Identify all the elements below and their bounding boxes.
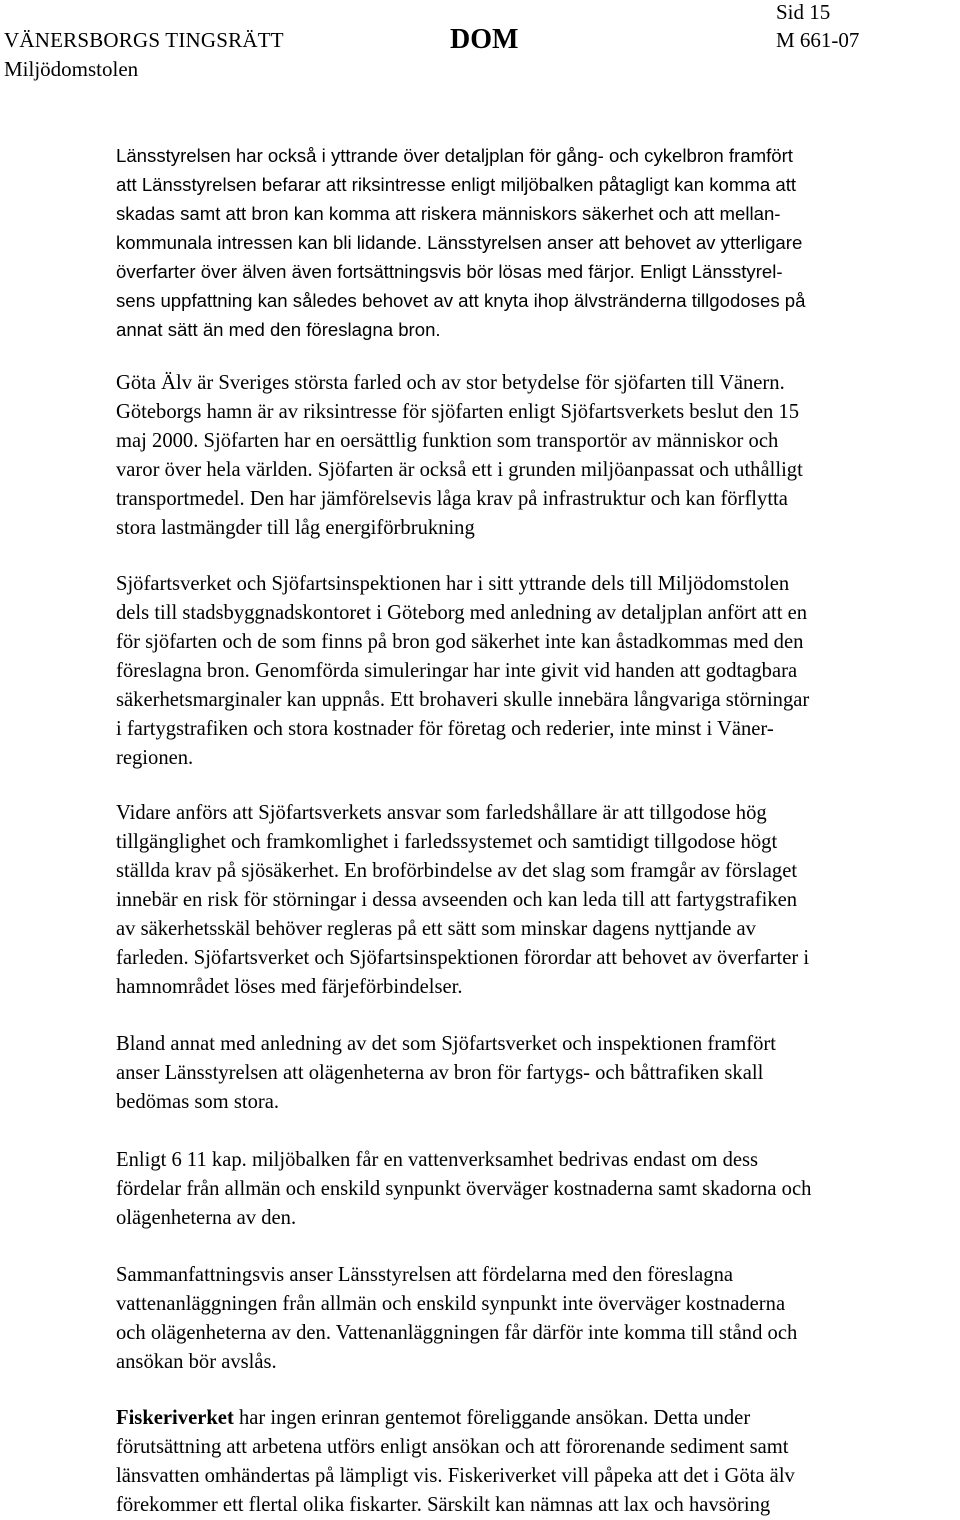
text-line: föreslagna bron. Genomförda simuleringar har inte givit vid handen att godtagbara [116,660,798,682]
text-line: länsvatten omhändertas på lämpligt vis. Fiskeriverket vill påpeka att det i Göta älv [116,1465,795,1487]
text-line: hamnområdet löses med färjeförbindelser. [116,976,463,998]
paragraph-gota-alv [116,369,960,543]
text-line: Enligt 6 11 kap. miljöbalken får en vattenverksamhet bedrivas endast om dess [116,1149,759,1171]
text-line: ansökan bör avslås. [116,1351,277,1373]
text-line: säkerhetsmarginaler kan uppnås. Ett brohaveri skulle innebära långvariga störningar [116,689,810,711]
text-line: ställda krav på sjösäkerhet. En broförbindelse av det slag som framgår av förslaget [116,860,798,882]
text-line: bedömas som stora. [116,1091,280,1113]
paragraph-sammanfattningsvis [116,1261,960,1377]
paragraph-lansstyrelsen-yttrande [116,141,960,344]
paragraph-vidare-anfors [116,799,960,1002]
text-line-first [116,1404,960,1433]
text-line: vattenanläggningen från allmän och enskild synpunkt inte överväger kostnaderna [116,1293,786,1315]
paragraph-enligt-11-kap [116,1146,960,1233]
bold-lead-fiskeriverket: Fiskeriverket [116,1407,234,1429]
text-line: regionen. [116,747,194,769]
text-line: tillgänglighet och framkomlighet i farledssystemet och samtidigt tillgodose högt [116,831,778,853]
text-line: olägenheterna av den. [116,1207,297,1229]
paragraph-sjofartsverket-yttrande [116,570,960,773]
text-line: dels till stadsbyggnadskontoret i Göteborg med anledning av detaljplan anfört att en [116,602,808,624]
text-line: Sjöfartsverket och Sjöfartsinspektionen har i sitt yttrande dels till Miljödomstolen [116,573,790,595]
court-name: VÄNERSBORGS TINGSRÄTT [4,28,284,52]
text-line: fördelar från allmän och enskild synpunkt överväger kostnaderna samt skadorna och [116,1178,812,1200]
department-name: Miljödomstolen [4,57,139,81]
text-line: av säkerhetsskäl behöver regleras på ett sätt som minskar dagens nyttjande av [116,918,756,940]
text-line: att Länsstyrelsen befarar att riksintresse enligt miljöbalken påtagligt kan komma att [116,174,797,195]
paragraph-bland-annat [116,1030,960,1117]
text-line: förutsättning att arbetena utförs enligt ansökan och att förorenande sediment samt [116,1436,789,1458]
document-type: DOM [450,24,519,55]
first-line-rest: har ingen erinran gentemot föreliggande ansökan. Detta under [233,1407,751,1429]
text-line: Vidare anförs att Sjöfartsverkets ansvar som farledshållare är att tillgodose hög [116,802,767,824]
text-line: Länsstyrelsen har också i yttrande över detaljplan för gång- och cykelbron framfört [116,145,793,166]
text-line: Bland annat med anledning av det som Sjöfartsverket och inspektionen framfört [116,1033,776,1055]
text-line: farleden. Sjöfartsverket och Sjöfartsinspektionen förordar att behovet av överfarter i [116,947,810,969]
text-line: annat sätt än med den föreslagna bron. [116,319,441,340]
text-line: skadas samt att bron kan komma att riskera människors säkerhet och att mellan- [116,203,781,224]
paragraph-fiskeriverket [116,1404,960,1520]
text-line: maj 2000. Sjöfarten har en oersättlig funktion som transportör av människor och [116,430,779,452]
text-line: för sjöfarten och de som finns på bron god säkerhet inte kan åstadkommas med den [116,631,804,653]
text-line: i fartygstrafiken och stora kostnader för företag och rederier, inte minst i Väner- [116,718,774,740]
text-line: förekommer ett flertal olika fiskarter. Särskilt kan nämnas att lax och havsöring [116,1494,771,1516]
text-line: sens uppfattning kan således behovet av att knyta ihop älvstränderna tillgodoses på [116,290,806,311]
text-line: transportmedel. Den har jämförelsevis låga krav på infrastruktur och kan förflytta [116,488,788,510]
text-line: Sammanfattningsvis anser Länsstyrelsen att fördelarna med den föreslagna [116,1264,734,1286]
text-line: och olägenheterna av den. Vattenanläggningen får därför inte komma till stånd och [116,1322,798,1344]
text-line: stora lastmängder till låg energiförbrukning [116,517,475,539]
text-line: kommunala intressen kan bli lidande. Länsstyrelsen anser att behovet av ytterligare [116,232,803,253]
text-line: anser Länsstyrelsen att olägenheterna av bron för fartygs- och båttrafiken skall [116,1062,764,1084]
text-line: varor över hela världen. Sjöfarten är också ett i grunden miljöanpassat och uthålligt [116,459,803,481]
case-number: M 661-07 [776,28,860,52]
text-line: Göta Älv är Sveriges största farled och av stor betydelse för sjöfarten till Vänern. [116,372,785,394]
text-line: Göteborgs hamn är av riksintresse för sjöfarten enligt Sjöfartsverkets beslut den 15 [116,401,800,423]
text-line: innebär en risk för störningar i dessa avseenden och kan leda till att fartygstrafiken [116,889,798,911]
page-number: Sid 15 [776,0,831,24]
text-line: överfarter över älven även fortsättningsvis bör lösas med färjor. Enligt Länsstyrel- [116,261,783,282]
